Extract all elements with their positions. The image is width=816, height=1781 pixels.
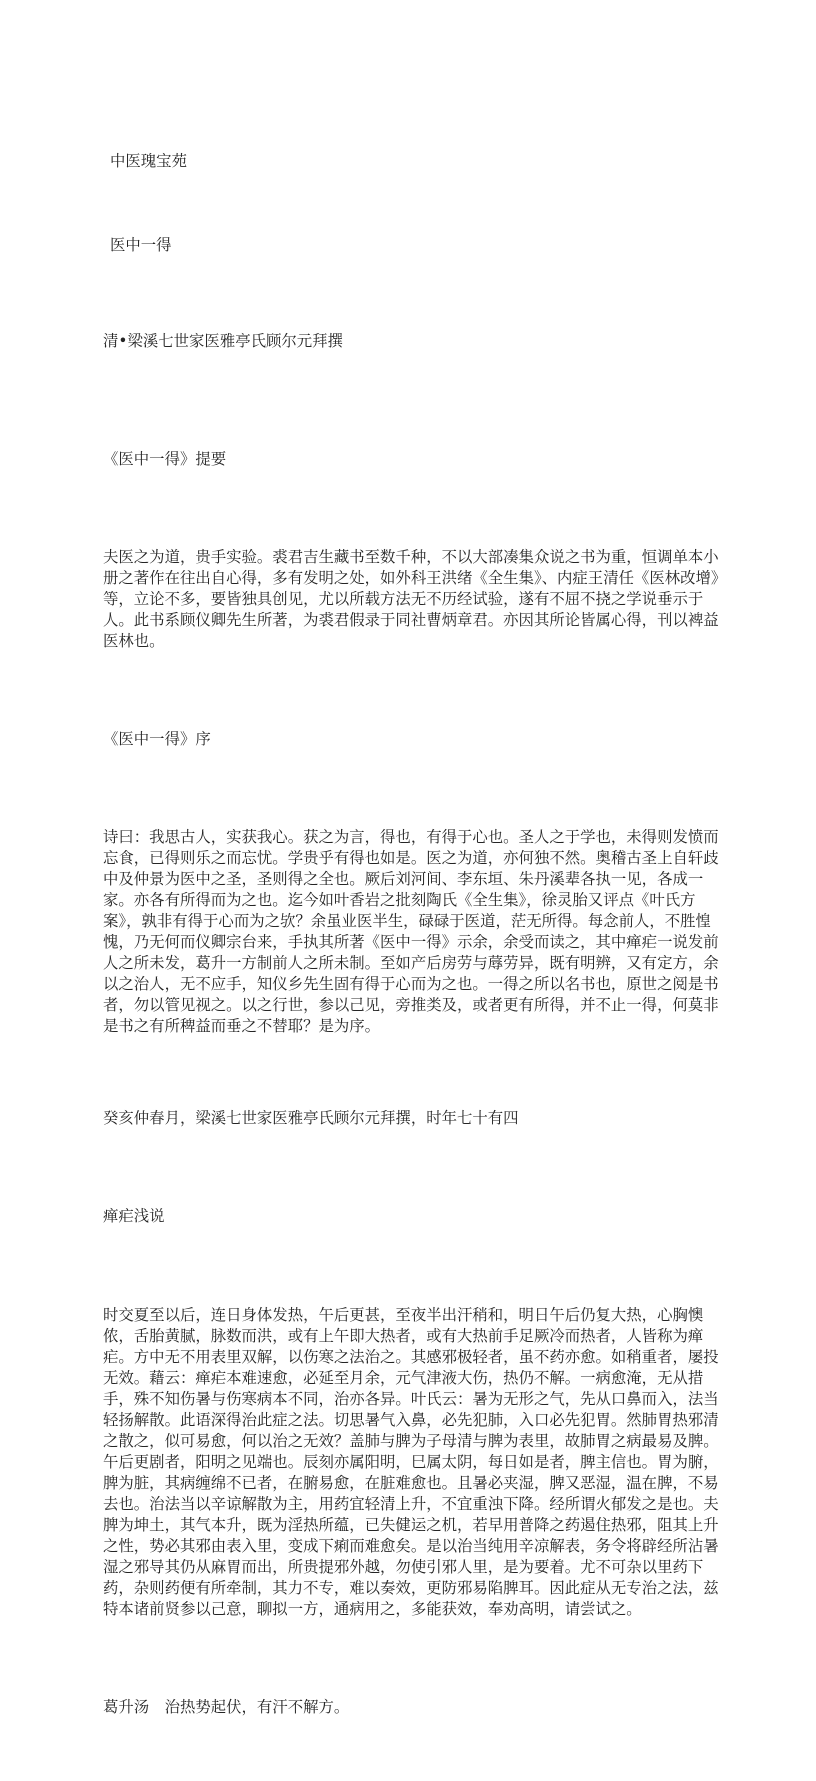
abstract-heading: 《医中一得》提要 xyxy=(103,450,227,468)
abstract-paragraph: 夫医之为道，贵手实验。裘君吉生藏书至数千种，不以大部凑集众说之书为重，恒调单本小册之著作在往出自心得，多有发明之处，如外科王洪绪《全生集》、内症王清任《医林改增》等，立论不多，要皆独具创见，尤以所载方法无不历经试验，遂有不屈不挠之学说垂示于人。此书系顾仪卿先生所著，为裘君假录于同社曹炳章君。亦因其所论皆属心得，刊以裨益医林也。 xyxy=(103,548,719,650)
prescription-line: 葛升汤 治热势起伏，有汗不解方。 xyxy=(103,1698,350,1716)
preface-paragraph: 诗曰：我思古人，实获我心。获之为言，得也，有得于心也。圣人之于学也，未得则发愤而忘食，已得则乐之而忘忧。学贵乎有得也如是。医之为道，亦何独不然。奥稽古圣上自轩歧中及仲景为医中之圣，圣则得之全也。厥后刘河间、李东垣、朱丹溪辈各执一见，各成一家。亦各有所得而为之也。迄今如叶香岩之批刻陶氏《全生集》，徐灵胎又评点《叶氏方案》，孰非有得于心而为之欤？余虽业医半生，碌碌于医道，茫无所得。每念前人，不胜惶愧，乃无何而仪卿宗台来，手执其所著《医中一得》示余，余受而读之，其中瘅疟一说发前人之所未发，葛升一方制前人之所未制。至如产后房劳与蓐劳异，既有明辨，又有定方，余以之治人，无不应手，知仪乡先生固有得于心而为之也。一得之所以名书也，原世之阅是书者，勿以管见视之。以之行世，参以己见，旁推类及，或者更有所得，并不止一得，何莫非是书之有所稗益而垂之不替耶？是为序。 xyxy=(103,828,719,1035)
essay-paragraph: 时交夏至以后，连日身体发热，午后更甚，至夜半出汗稍和，明日午后仍复大热，心胸懊侬，舌胎黄腻，脉数而洪，或有上午即大热者，或有大热前手足厥冷而热者，人皆称为瘅疟。方中无不用表里双解，以伤寒之法治之。其感邪极轻者，虽不药亦愈。如稍重者，屡投无效。藉云：瘅疟本难速愈，必延至月余，元气津液大伤，热仍不解。一病愈淹，无从措手，殊不知伤暑与伤寒病本不同，治亦各异。叶氏云：暑为无形之气，先从口鼻而入，法当轻扬解散。此语深得治此症之法。切思暑气入鼻，必先犯肺，入口必先犯胃。然肺胃热邪清之散之，似可易愈，何以治之无效？盖肺与脾为子母清与脾为表里，故肺胃之病最易及脾。午后更剧者，阳明之见端也。辰刻亦属阳明，巳属太阴，每日如是者，脾主信也。胃为腑，脾为脏，其病缠绵不已者，在腑易愈，在脏难愈也。且暑必夹湿，脾又恶湿，温在脾，不易去也。治法当以辛谅解散为主，用药宜轻清上升，不宜重浊下降。经所谓火郁发之是也。夫脾为坤土，其气本升，既为淫热所蕴，已失健运之机，若早用普降之药遏住热邪，阻其上升之性，势必其邪由表入里，变成下痢而难愈矣。是以治当纯用辛凉解表，务令将辟经所沾暑湿之邪导其仍从麻胃而出，所贵提邪外越，勿使引邪人里，是为要着。尤不可杂以里药下药，杂则药便有所牵制，其力不专，难以奏效，更防邪易陷脾耳。因此症从无专治之法，兹特本诸前贤参以己意，聊拟一方，通病用之，多能获效，奉劝高明，请尝试之。 xyxy=(103,1306,719,1618)
book-title-line: 医中一得 xyxy=(110,236,172,254)
colophon-line: 癸亥仲春月，梁溪七世家医雅亭氏顾尔元拜撰，时年七十有四 xyxy=(103,1109,519,1127)
page-content xyxy=(103,88,720,1781)
byline: 清•梁溪七世家医雅亭氏顾尔元拜撰 xyxy=(103,332,343,350)
site-name-line: 中医瑰宝苑 xyxy=(110,152,187,170)
essay-heading: 瘅疟浅说 xyxy=(103,1207,165,1225)
preface-heading: 《医中一得》序 xyxy=(103,730,211,748)
